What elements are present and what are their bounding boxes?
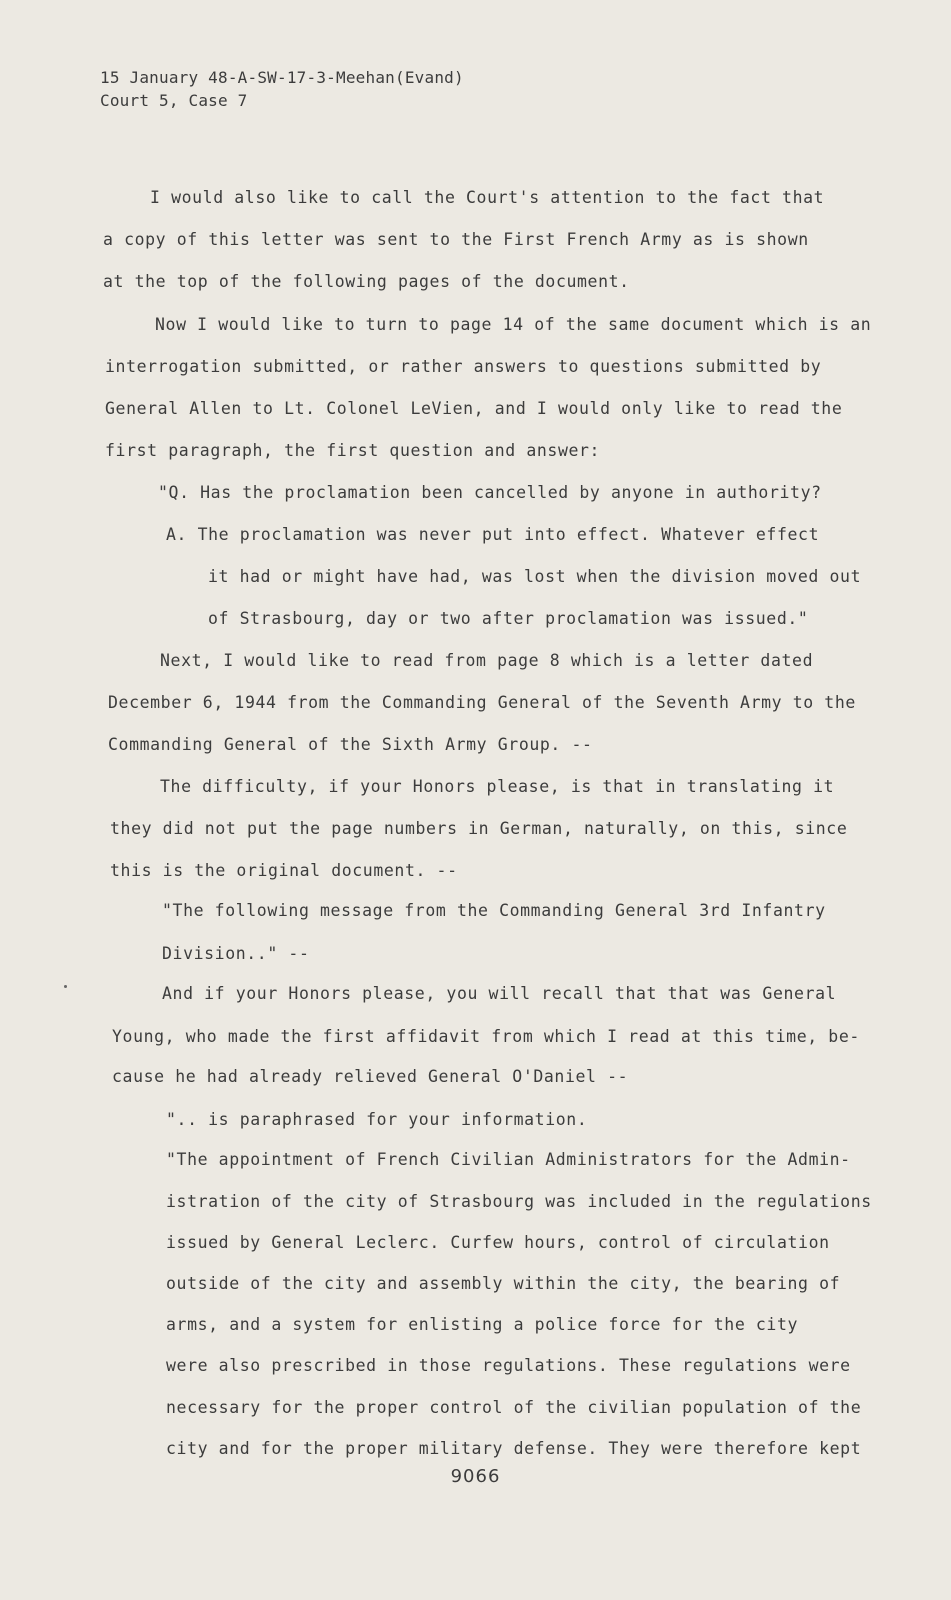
text-line: General Allen to Lt. Colonel LeVien, and I would only like to read the	[105, 399, 843, 418]
text-line: at the top of the following pages of the document.	[103, 272, 630, 291]
header-court-case: Court 5, Case 7	[100, 91, 248, 110]
text-line: cause he had already relieved General O'Daniel --	[112, 1067, 629, 1086]
quote-line: outside of the city and assembly within the city, the bearing of	[166, 1274, 841, 1293]
quote-line: ".. is paraphrased for your information.	[166, 1110, 588, 1129]
quote-line: "The following message from the Commanding General 3rd Infantry	[162, 901, 826, 920]
text-line: And if your Honors please, you will recall that that was General	[162, 984, 837, 1003]
text-line: first paragraph, the first question and answer:	[105, 441, 601, 460]
text-line: interrogation submitted, or rather answers to questions submitted by	[105, 357, 822, 376]
text-line: Next, I would like to read from page 8 which is a letter dated	[160, 651, 814, 670]
document-header	[100, 66, 464, 112]
quote-line: city and for the proper military defense. They were therefore kept	[166, 1439, 862, 1458]
quote-line: Division.." --	[162, 944, 310, 963]
answer-line: it had or might have had, was lost when the division moved out	[208, 567, 862, 586]
quote-line: necessary for the proper control of the civilian population of the	[166, 1398, 862, 1417]
text-line: Now I would like to turn to page 14 of the same document which is an	[155, 315, 872, 334]
text-line: December 6, 1944 from the Commanding General of the Seventh Army to the	[108, 693, 856, 712]
answer-line: A. The proclamation was never put into effect. Whatever effect	[166, 525, 820, 544]
quote-line: arms, and a system for enlisting a police force for the city	[166, 1315, 799, 1334]
text-line: Commanding General of the Sixth Army Group. --	[108, 735, 593, 754]
text-line: this is the original document. --	[110, 861, 458, 880]
text-line: Young, who made the first affidavit from which I read at this time, be-	[112, 1027, 860, 1046]
text-line: I would also like to call the Court's attention to the fact that	[150, 188, 825, 207]
paper-speck	[64, 985, 67, 988]
quote-line: "The appointment of French Civilian Administrators for the Admin-	[166, 1150, 851, 1169]
answer-line: of Strasbourg, day or two after proclamation was issued."	[208, 609, 809, 628]
header-date-reference: 15 January 48-A-SW-17-3-Meehan(Evand)	[100, 68, 464, 87]
quote-line: istration of the city of Strasbourg was included in the regulations	[166, 1192, 872, 1211]
quote-line: issued by General Leclerc. Curfew hours, control of circulation	[166, 1233, 830, 1252]
page-number: 9066	[450, 1466, 501, 1487]
text-line: The difficulty, if your Honors please, is that in translating it	[160, 777, 835, 796]
question-line: "Q. Has the proclamation been cancelled by anyone in authority?	[158, 483, 822, 502]
text-line: they did not put the page numbers in German, naturally, on this, since	[110, 819, 848, 838]
quote-line: were also prescribed in those regulations. These regulations were	[166, 1356, 851, 1375]
text-line: a copy of this letter was sent to the First French Army as is shown	[103, 230, 809, 249]
